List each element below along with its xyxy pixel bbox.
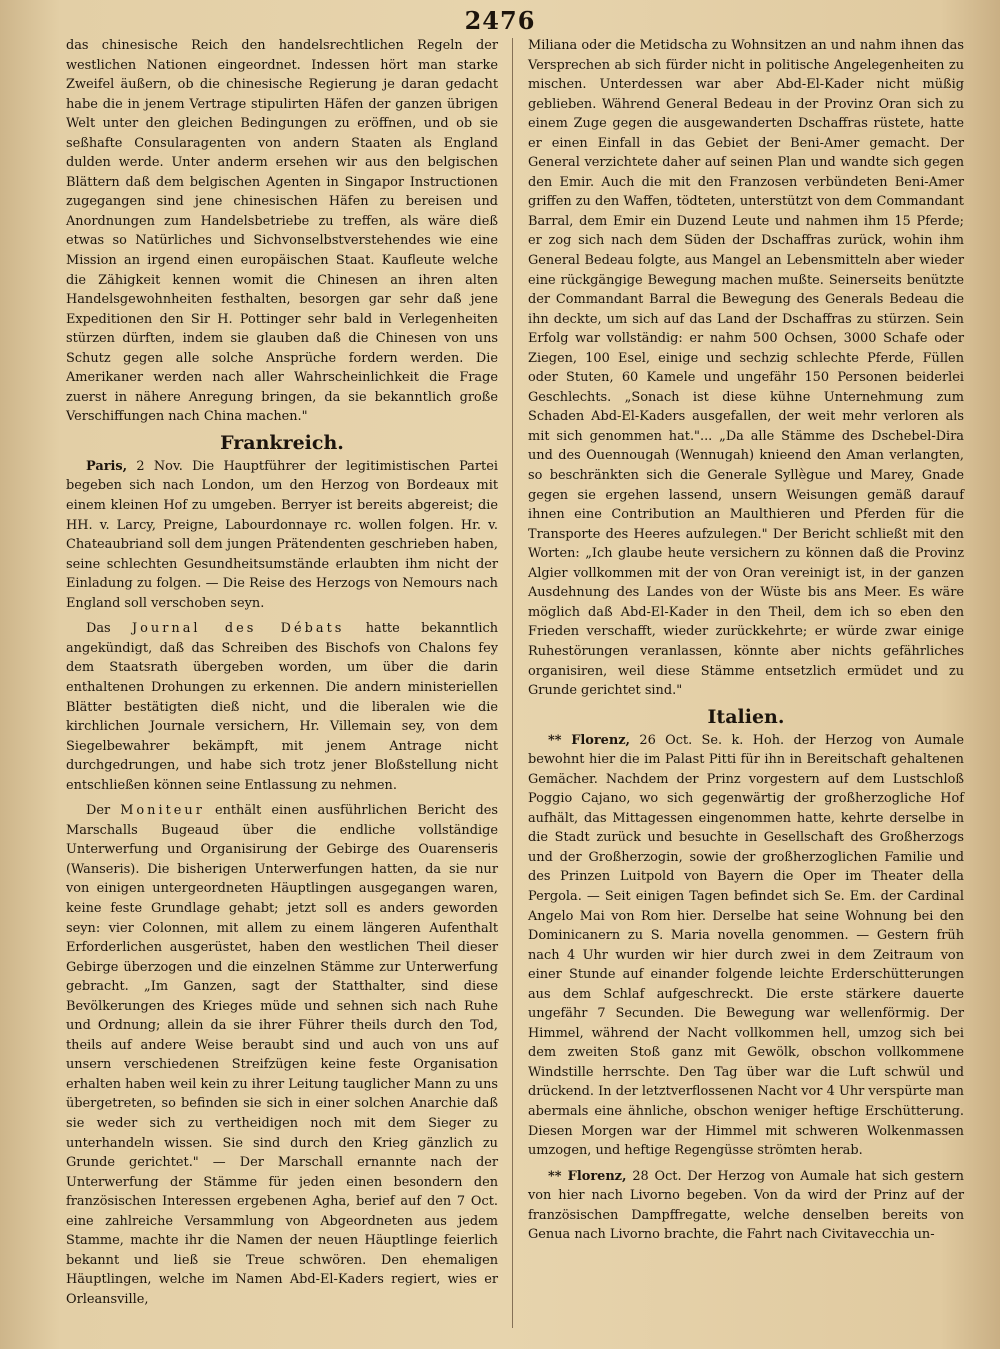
paris-article-para2 bbox=[66, 619, 498, 795]
moniteur: Moniteur bbox=[120, 803, 205, 819]
florenz-item-2-text: Der Herzog von Aumale hat sich gestern von hier nach Livorno begeben. Von da wird der Prinz auf der französischen Dampffregatte, welche denselben bereits von Genua nach Livorno brachte, die Fahrt nach Civitavecchia un- bbox=[528, 1168, 964, 1243]
florenz-item-1-text: Se. k. Hoh. der Herzog von Aumale bewohnt hier die im Palast Pitti für ihn in Bereitschaft gehaltenen Gemächer. Nachdem der Prinz vorgestern auf dem Lustschloß Poggio Cajano, wo sich gegenwärtig der großherzogliche Hof aufhält, das Mittagessen eingenommen hatte, kehrte derselbe in die Stadt zurück und besuchte in Gesellschaft des Großherzogs und der Großherzogin, sowie der großherzoglichen Familie und des Prinzen Luitpold von Bayern die Oper im Theater della Pergola. — Seit einigen Tagen befindet sich Se. Em. der Cardinal Angelo Mai von Rom hier. Derselbe hat seine Wohnung bei den Dominicanern zu S. Maria novella genommen. — Gestern früh nach 4 Uhr wurden wir hier durch zwei in dem Zeitraum von einer Stunde auf einander folgende leichte Erderschütterungen aus dem Schlaf aufgeschreckt. Die erste stärkere dauerte ungefähr 7 Secunden. Die Bewegung war wellenförmig. Der Himmel, während der Nacht vollkommen hell, umzog sich bei dem zweiten Stoß ganz mit Gewölk, obschon vollkommene Windstille herrschte. Den Tag über war die Luft schwül und drückend. In der letztverflossenen Nacht vor 4 Uhr verspürte man abermals eine ähnliche, obschon weniger heftige Erschütterung. Diesen Morgen war der Himmel mit schweren Wolkenmassen umzogen, und heftige Regengüsse strömten herab. bbox=[528, 732, 964, 1159]
journal-des-debats: Journal des Débats bbox=[132, 621, 345, 637]
right-column bbox=[528, 36, 964, 1245]
date-florenz-1: 26 Oct. bbox=[639, 732, 693, 748]
date-paris: 2 Nov. bbox=[136, 458, 183, 474]
dateline-paris: Paris, bbox=[86, 458, 128, 474]
date-florenz-2: 28 Oct. bbox=[632, 1168, 682, 1184]
para3-lead: Der bbox=[86, 803, 111, 819]
paris-article-para1 bbox=[66, 457, 498, 613]
paris-para1-text: Die Hauptführer der legitimistischen Partei begeben sich nach London, um den Herzog von Bordeaux mit einem kleinen Hof zu umgeben. Berryer ist bereits abgereist; die HH. v. Larcy, Preigne, Labourdonnaye rc. wollen folgen. Hr. v. Chateaubriand soll dem jungen Prätendenten geschrieben haben, seine schlechten Gesundheitsumstände erlaubten ihm nicht der Einladung zu folgen. — Die Reise des Herzogs von Nemours nach England soll verschoben seyn. bbox=[66, 458, 498, 611]
para3-rest: enthält einen ausführlichen Bericht des Marschalls Bugeaud über die endliche vollständige Unterwerfung und Organisirung der Gebirge des Ouarenseris (Wanseris). Die bisherigen Unterwerfungen hatten, da sie nur von einigen untergeordneten Häuptlingen ausgegangen waren, keine feste Grundlage gehabt; jetzt soll es anders geworden seyn: vier Colonnen, mit allem zu einem längeren Aufenthalt Erforderlichen ausgerüstet, haben den westlichen Theil dieser Gebirge überzogen und die einzelnen Stämme zur Unterwerfung gebracht. „Im Ganzen, sagt der Statthalter, sind diese Bevölkerungen des Krieges müde und sehnen sich nach Ruhe und Ordnung; allein da sie ihrer Führer theils durch den Tod, theils auf andere Weise beraubt sind und auch von uns auf unsern verschiedenen Streifzügen keine feste Organisation erhalten haben weil kein zu ihrer Leitung tauglicher Mann zu uns übergetreten, so befinden sie sich in einer solchen Anarchie daß sie weder sich zu vertheidigen noch mit dem Sieger zu unterhandeln wissen. Sie sind durch den Krieg gänzlich zu Grunde gerichtet." — Der Marschall ernannte nach der Unterwerfung der Stämme für jeden einen besondern den französischen Interessen ergebenen Agha, berief auf den 7 Oct. eine zahlreiche Versammlung von Abgeordneten aus jedem Stamme, machte ihr die Namen der neuen Häuptlinge feierlich bekannt und ließ sie Treue schwören. Den ehemaligen Häuptlingen, welche im Namen Abd-El-Kaders regiert, wies er Orleansville, bbox=[66, 803, 498, 1307]
china-article-continuation: das chinesische Reich den handelsrechtlichen Regeln der westlichen Nationen eingeordnet. Indessen hört man starke Zweifel äußern, ob die chinesische Regierung je daran gedacht habe die in jenem Vertrage stipulirten Häfen der ganzen übrigen Welt unter den gleichen Bedingungen zu eröffnen, und ob sie seßhafte Consularagenten von andern Staaten als England dulden werde. Unter anderm ersehen wir aus den belgischen Blättern daß dem belgischen Agenten in Singapor Instructionen zugegangen sind jene chinesischen Häfen zu bereisen und Anordnungen zum Handelsbetriebe zu treffen, als wäre dieß etwas so Natürliches und Sichvonselbstverstehendes wie eine Mission an irgend einen europäischen Staat. Kaufleute welche die Zähigkeit kennen womit die Chinesen an ihren alten Handelsgewohnheiten festhalten, besorgen gar sehr daß jene Expeditionen den Sir H. Pottinger sehr bald in Verlegenheiten stürzen dürften, indem sie glauben daß die Chinesen von uns Schutz gegen alle solche Ansprüche fordern werden. Die Amerikaner werden nach aller Wahrscheinlichkeit die Frage zuerst in nähere Anregung bringen, da sie bekanntlich große Verschiffungen nach China machen." bbox=[66, 38, 498, 425]
paris-article-para3 bbox=[66, 801, 498, 1309]
section-title-frankreich: Frankreich. bbox=[220, 431, 344, 454]
para2-lead: Das bbox=[86, 621, 111, 637]
florenz-item-2 bbox=[528, 1167, 964, 1245]
algeria-report-continuation: Miliana oder die Metidscha zu Wohnsitzen an und nahm ihnen das Versprechen ab sich fürder nicht in politische Angelegenheiten zu mischen. Unterdessen war aber Abd-El-Kader nicht müßig geblieben. Während General Bedeau in der Provinz Oran sich zu einem Zuge gegen die ausgewanderten Dschaffras rüstete, hatte er einen Einfall in das Gebiet der Beni-Amer gemacht. Der General verzichtete daher auf seinen Plan und wandte sich gegen den Emir. Auch die mit den Franzosen verbündeten Beni-Amer griffen zu den Waffen, tödteten, unterstützt von dem Commandant Barral, dem Emir ein Duzend Leute und nahmen ihm 15 Pferde; er zog sich nach dem Süden der Dschaffras zurück, wohin ihm General Bedeau folgte, aus Mangel an Lebensmitteln aber wieder eine rückgängige Bewegung machen mußte. Seinerseits benützte der Commandant Barral die Bewegung des Generals Bedeau die ihn deckte, um sich auf das Land der Dschaffras zu stürzen. Sein Erfolg war vollständig: er nahm 500 Ochsen, 3000 Schafe oder Ziegen, 100 Esel, einige und sechzig schlechte Pferde, Füllen oder Stuten, 60 Kamele und ungefähr 150 Personen beiderlei Geschlechts. „Sonach ist diese kühne Unternehmung zum Schaden Abd-El-Kaders ausgefallen, der weit mehr verloren als mit sich genommen hat."... „Da alle Stämme des Dschebel-Dira und des Ouennougah (Wennugah) knieend den Aman verlangten, so beschränkten sich die Generale Syllègue und Marey, Gnade gegen sie ergehen lassend, unsern Weisungen gemäß darauf ihnen eine Contribution an Maulthieren und Pferden für die Transporte des Heeres aufzulegen." Der Bericht schließt mit den Worten: „Ich glaube heute versichern zu können daß die Provinz Algier vollkommen mit der von Oran vereinigt ist, in der ganzen Ausdehnung des Landes von der Wüste bis ans Meer. Es wäre möglich daß Abd-El-Kader in den Theil, dem ich so eben den Frieden verschafft, wieder zurückkehrte; er würde zwar einige Ruhestörungen veranlassen, könnte aber nichts gefährliches organisiren, weil diese Stämme entsetzlich ermüdet und zu Grunde gerichtet sind." bbox=[528, 38, 964, 699]
dateline-florenz-2: ** Florenz, bbox=[548, 1168, 627, 1184]
column-divider bbox=[512, 38, 513, 1328]
para2-rest: hatte bekanntlich angekündigt, daß das Schreiben des Bischofs von Chalons fey dem Staatsrath übergeben worden, um über die darin enthaltenen Drohungen zu erkennen. Die andern ministeriellen Blätter bestätigten dieß nicht, und die liberalen wie die kirchlichen Journale versichern, Hr. Villemain sey, von dem Siegelbewahrer bekämpft, mit jenem Antrage nicht durchgedrungen, und habe sich trotz jener Bloßstellung nicht entschließen können seine Entlassung zu nehmen. bbox=[66, 621, 498, 793]
section-title-italien: Italien. bbox=[707, 705, 785, 728]
left-column bbox=[66, 36, 498, 1309]
florenz-item-1 bbox=[528, 731, 964, 1161]
dateline-florenz-1: ** Florenz, bbox=[548, 732, 631, 748]
page-number: 2476 bbox=[464, 6, 536, 35]
